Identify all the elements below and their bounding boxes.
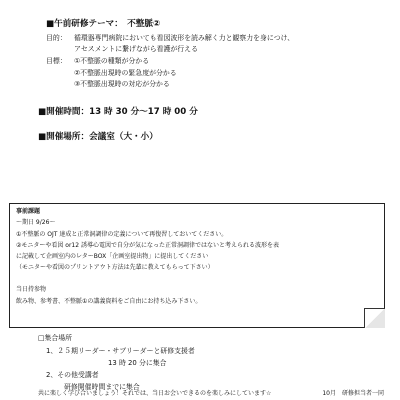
meeting-item-1-time: 13 時 20 分に集合: [108, 359, 167, 367]
meeting-item-1: 1、２５期リーダー・サブリーダーと研修支援者: [46, 347, 195, 355]
meeting-item-2: 2、その他受講者: [46, 371, 99, 379]
goal-item-2: ②不整脈出現時の緊急度が分かる: [74, 69, 177, 77]
theme-heading: ■午前研修テーマ： 不整脈②: [46, 19, 161, 29]
assignment-item-2b: に記載して企画室内のレターBOX「企画室提出物」に提出してください: [16, 253, 209, 260]
folded-corner: [364, 308, 385, 328]
assignment-item-2a: ②モニターや看図 or12 誘導心電図で自分が気になった正常洞調律ではないと考えられる波形を表: [16, 242, 279, 249]
purpose-text-1: 循環器専門病院においても看図波形を読み解く力と観察力を身につけ、: [74, 34, 295, 42]
place-heading: ■開催場所：会議室（大・小）: [38, 132, 158, 142]
assignment-item-1: ①不整脈の OJT 達成と正常洞調律の定義について再復習しておいてください。: [16, 231, 228, 238]
closing-message: 共に楽しく学び合いましょう！それでは、当日お会いできるのを楽しみにしています☆: [38, 390, 272, 397]
time-heading: ■開催時間：13 時 30 分～17 時 00 分: [38, 107, 198, 117]
meeting-heading: □集合場所: [38, 334, 73, 342]
goal-item-1: ①不整脈の種類が分かる: [74, 57, 150, 65]
meeting-item-2-time: 研修開催時間までに集合: [64, 383, 140, 391]
purpose-text-2: アセスメントに繋げながら看護が行える: [74, 45, 198, 53]
goal-label: 目標：: [46, 57, 67, 65]
purpose-label: 目的：: [46, 34, 67, 42]
bring-items-text: 飲み物、参考書、不整脈①の講義資料をご自由にお持ち込み下さい。: [16, 298, 202, 305]
assignment-item-2c: （モニターや看図のプリントアウト方法は先輩に教えてもらって下さい）: [16, 264, 214, 271]
assignment-deadline: ～期日 9/26～: [16, 219, 56, 226]
signature: 10月 研修担当者一同: [322, 390, 384, 397]
assignment-title: 事前課題: [16, 208, 41, 215]
bring-items-title: 当日持参物: [16, 286, 47, 293]
goal-item-3: ③不整脈出現時の対応が分かる: [74, 80, 170, 88]
